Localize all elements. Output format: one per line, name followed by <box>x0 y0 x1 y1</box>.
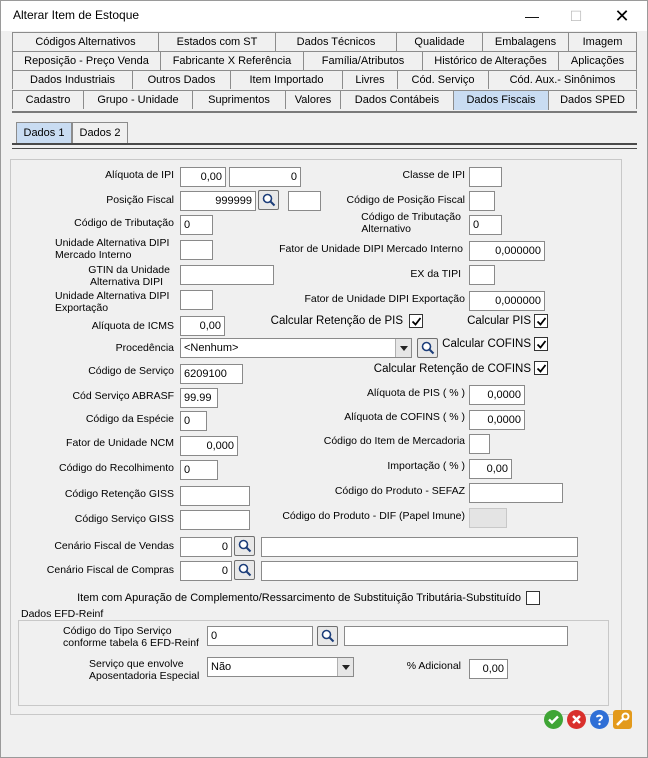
cenario-compras-label: Cenário Fiscal de Compras <box>46 564 174 576</box>
cenario-vendas-search-button[interactable] <box>234 536 255 556</box>
aliquota-ipi-label: Alíquota de IPI <box>105 169 174 181</box>
codigo-tributacao-alt-label-1: Código de Tributação <box>361 211 461 223</box>
tab-qualidade[interactable]: Qualidade <box>396 32 483 51</box>
search-icon <box>262 193 276 207</box>
calc-retencao-cofins-checkbox[interactable] <box>534 361 548 375</box>
tab-dados-tecnicos[interactable]: Dados Técnicos <box>275 32 397 51</box>
maximize-button[interactable]: ☐ <box>569 8 583 24</box>
procedencia-value: <Nenhum> <box>184 342 239 354</box>
gtin-unidade-alt-label-1: GTIN da Unidade <box>88 264 170 276</box>
aliquota-icms-label: Alíquota de ICMS <box>91 320 174 332</box>
tipo-servico-label-2: conforme tabela 6 EFD-Reinf <box>63 637 199 649</box>
tab-fabricante-x-referencia[interactable]: Fabricante X Referência <box>160 51 304 70</box>
unidade-alt-dipi-mi-label-1: Unidade Alternativa DIPI <box>55 237 170 249</box>
codigo-posicao-fiscal-label: Código de Posição Fiscal <box>346 194 465 206</box>
aliquota-ipi-secondary-input[interactable]: 0 <box>229 167 301 187</box>
fator-unidade-dipi-exp-input[interactable]: 0,000000 <box>469 291 545 311</box>
chevron-down-icon[interactable] <box>395 339 411 357</box>
tipo-servico-search-button[interactable] <box>317 626 338 646</box>
cenario-compras-search-button[interactable] <box>234 560 255 580</box>
classe-ipi-input[interactable] <box>469 167 502 187</box>
tab-imagem[interactable]: Imagem <box>568 32 637 51</box>
tab-embalagens[interactable]: Embalagens <box>482 32 569 51</box>
check-icon <box>536 316 547 327</box>
tab-aplicacoes[interactable]: Aplicações <box>558 51 637 70</box>
subtab-panel-border <box>12 143 637 145</box>
search-icon <box>238 563 252 577</box>
fator-unidade-dipi-mi-input[interactable]: 0,000000 <box>469 241 545 261</box>
fator-unidade-ncm-label: Fator de Unidade NCM <box>66 437 174 449</box>
tab-grupo-unidade[interactable]: Grupo - Unidade <box>83 90 193 109</box>
chevron-down-icon[interactable] <box>337 658 353 676</box>
gtin-unidade-alt-input[interactable] <box>180 265 274 285</box>
aposentadoria-label-1: Serviço que envolve <box>89 658 184 670</box>
tab-familia-atributos[interactable]: Família/Atributos <box>303 51 423 70</box>
importacao-input[interactable]: 0,00 <box>469 459 512 479</box>
tab-cadastro[interactable]: Cadastro <box>12 90 84 109</box>
codigo-retencao-giss-input[interactable] <box>180 486 250 506</box>
cenario-vendas-description <box>261 537 578 557</box>
codigo-servico-giss-label: Código Serviço GISS <box>74 513 174 525</box>
ex-tipi-label: EX da TIPI <box>410 268 461 280</box>
aliquota-ipi-input[interactable]: 0,00 <box>180 167 226 187</box>
calc-pis-label: Calcular PIS <box>467 315 531 327</box>
posicao-fiscal-label: Posição Fiscal <box>106 194 174 206</box>
search-icon <box>238 539 252 553</box>
codigo-item-mercadoria-label: Código do Item de Mercadoria <box>323 435 465 447</box>
ok-icon <box>544 710 563 729</box>
subtab-dados-1[interactable]: Dados 1 <box>16 122 72 143</box>
close-button[interactable]: ✕ <box>614 6 630 26</box>
efd-reinf-title: Dados EFD-Reinf <box>21 608 104 620</box>
unidade-alt-dipi-mi-input[interactable] <box>180 240 213 260</box>
search-icon <box>421 341 435 355</box>
unidade-alt-dipi-exp-input[interactable] <box>180 290 213 310</box>
procedencia-select[interactable] <box>180 338 412 358</box>
unidade-alt-dipi-mi-label-2: Mercado Interno <box>55 249 132 261</box>
tab-dados-contabeis[interactable]: Dados Contábeis <box>340 90 454 109</box>
calc-cofins-checkbox[interactable] <box>534 337 548 351</box>
tab-livres[interactable]: Livres <box>342 70 398 89</box>
title-bar <box>1 1 647 31</box>
adicional-label: % Adicional <box>406 660 461 672</box>
tab-valores[interactable]: Valores <box>285 90 341 109</box>
codigo-especie-input[interactable]: 0 <box>180 411 207 431</box>
codigo-servico-label: Código de Serviço <box>88 365 174 377</box>
procedencia-label: Procedência <box>115 342 174 354</box>
minimize-button[interactable]: — <box>525 8 539 24</box>
codigo-especie-label: Código da Espécie <box>85 413 174 425</box>
importacao-label: Importação ( % ) <box>387 460 465 472</box>
classe-ipi-label: Classe de IPI <box>402 169 465 181</box>
codigo-recolhimento-label: Código do Recolhimento <box>59 462 174 474</box>
cancel-button[interactable] <box>567 710 586 729</box>
check-icon <box>536 339 547 350</box>
codigo-tributacao-alt-input[interactable]: 0 <box>469 215 502 235</box>
aposentadoria-select[interactable] <box>207 657 354 677</box>
tab-item-importado[interactable]: Item Importado <box>230 70 343 89</box>
codigo-produto-sefaz-input[interactable] <box>469 483 563 503</box>
posicao-fiscal-search-button[interactable] <box>258 190 279 210</box>
cancel-icon <box>567 710 586 729</box>
codigo-retencao-giss-label: Código Retenção GISS <box>64 488 174 500</box>
codigo-produto-dif-label: Código do Produto - DIF (Papel Imune) <box>282 510 465 522</box>
codigo-posicao-fiscal-input[interactable] <box>469 191 495 211</box>
check-icon <box>411 316 422 327</box>
window-title: Alterar Item de Estoque <box>13 8 140 22</box>
cod-servico-abrasf-label: Cód Serviço ABRASF <box>72 390 174 402</box>
tab-historico-alteracoes[interactable]: Histórico de Alterações <box>422 51 559 70</box>
tab-cod-servico[interactable]: Cód. Serviço <box>397 70 489 89</box>
cenario-vendas-input[interactable]: 0 <box>180 537 232 557</box>
search-icon <box>321 629 335 643</box>
ok-button[interactable] <box>544 710 563 729</box>
apuracao-st-label: Item com Apuração de Complemento/Ressarcimento de Substituição Tributária-Substituído <box>77 592 521 604</box>
subtab-dados-2[interactable]: Dados 2 <box>72 122 128 143</box>
calc-retencao-pis-label: Calcular Retenção de PIS <box>270 315 403 327</box>
procedencia-search-button[interactable] <box>417 338 438 358</box>
codigo-tributacao-input[interactable]: 0 <box>180 215 213 235</box>
calc-retencao-cofins-label: Calcular Retenção de COFINS <box>373 363 531 375</box>
tab-dados-sped[interactable]: Dados SPED <box>548 90 637 109</box>
tab-codigos-alternativos[interactable]: Códigos Alternativos <box>12 32 159 51</box>
aliquota-pis-input[interactable]: 0,0000 <box>469 385 525 405</box>
help-button[interactable] <box>590 710 609 729</box>
gtin-unidade-alt-label-2: Alternativa DIPI <box>90 276 163 288</box>
calc-pis-checkbox[interactable] <box>534 314 548 328</box>
codigo-produto-dif-input <box>469 508 507 528</box>
tab-dados-fiscais[interactable]: Dados Fiscais <box>453 90 549 110</box>
posicao-fiscal-secondary-input[interactable] <box>288 191 321 211</box>
codigo-item-mercadoria-input[interactable] <box>469 434 490 454</box>
unidade-alt-dipi-exp-label-1: Unidade Alternativa DIPI <box>55 290 170 302</box>
subtab-panel-border-inner <box>12 148 637 149</box>
tab-cod-aux-sinonimos[interactable]: Cód. Aux.- Sinônimos <box>488 70 637 89</box>
tab-outros-dados[interactable]: Outros Dados <box>132 70 231 89</box>
cenario-vendas-label: Cenário Fiscal de Vendas <box>54 540 174 552</box>
cenario-compras-input[interactable]: 0 <box>180 561 232 581</box>
aposentadoria-label-2: Aposentadoria Especial <box>89 670 200 682</box>
tipo-servico-label-1: Código do Tipo Serviço <box>63 625 172 637</box>
unidade-alt-dipi-exp-label-2: Exportação <box>55 302 109 314</box>
aposentadoria-value: Não <box>211 661 232 673</box>
tipo-servico-input[interactable]: 0 <box>207 626 313 646</box>
aliquota-icms-input[interactable]: 0,00 <box>180 316 225 336</box>
aliquota-pis-label: Alíquota de PIS ( % ) <box>366 387 465 399</box>
codigo-tributacao-alt-label-2: Alternativo <box>361 223 411 235</box>
codigo-produto-sefaz-label: Código do Produto - SEFAZ <box>334 485 465 497</box>
tools-button[interactable] <box>613 710 632 729</box>
fator-unidade-dipi-mi-label: Fator de Unidade DIPI Mercado Interno <box>279 243 463 255</box>
tab-suprimentos[interactable]: Suprimentos <box>192 90 286 109</box>
help-icon <box>590 710 609 729</box>
codigo-servico-giss-input[interactable] <box>180 510 250 530</box>
codigo-tributacao-label: Código de Tributação <box>74 217 174 229</box>
aliquota-cofins-input[interactable]: 0,0000 <box>469 410 525 430</box>
aliquota-cofins-label: Alíquota de COFINS ( % ) <box>344 411 465 423</box>
apuracao-st-checkbox[interactable] <box>526 591 540 605</box>
tab-reposicao-preco-venda[interactable]: Reposição - Preço Venda <box>12 51 161 70</box>
codigo-servico-input[interactable]: 6209100 <box>180 364 243 384</box>
tab-estados-com-st[interactable]: Estados com ST <box>158 32 276 51</box>
tab-panel-border <box>12 111 637 113</box>
ex-tipi-input[interactable] <box>469 265 495 285</box>
adicional-input[interactable]: 0,00 <box>469 659 508 679</box>
wrench-icon <box>613 710 632 729</box>
cenario-compras-description <box>261 561 578 581</box>
cod-servico-abrasf-input[interactable]: 99.99 <box>180 388 218 408</box>
check-icon <box>536 363 547 374</box>
fator-unidade-dipi-exp-label: Fator de Unidade DIPI Exportação <box>304 293 465 305</box>
fator-unidade-ncm-input[interactable]: 0,000 <box>180 436 238 456</box>
tipo-servico-description <box>344 626 568 646</box>
posicao-fiscal-input[interactable]: 999999 <box>180 191 256 211</box>
calc-retencao-pis-checkbox[interactable] <box>409 314 423 328</box>
calc-cofins-label: Calcular COFINS <box>442 338 531 350</box>
codigo-recolhimento-input[interactable]: 0 <box>180 460 218 480</box>
tab-dados-industriais[interactable]: Dados Industriais <box>12 70 133 89</box>
